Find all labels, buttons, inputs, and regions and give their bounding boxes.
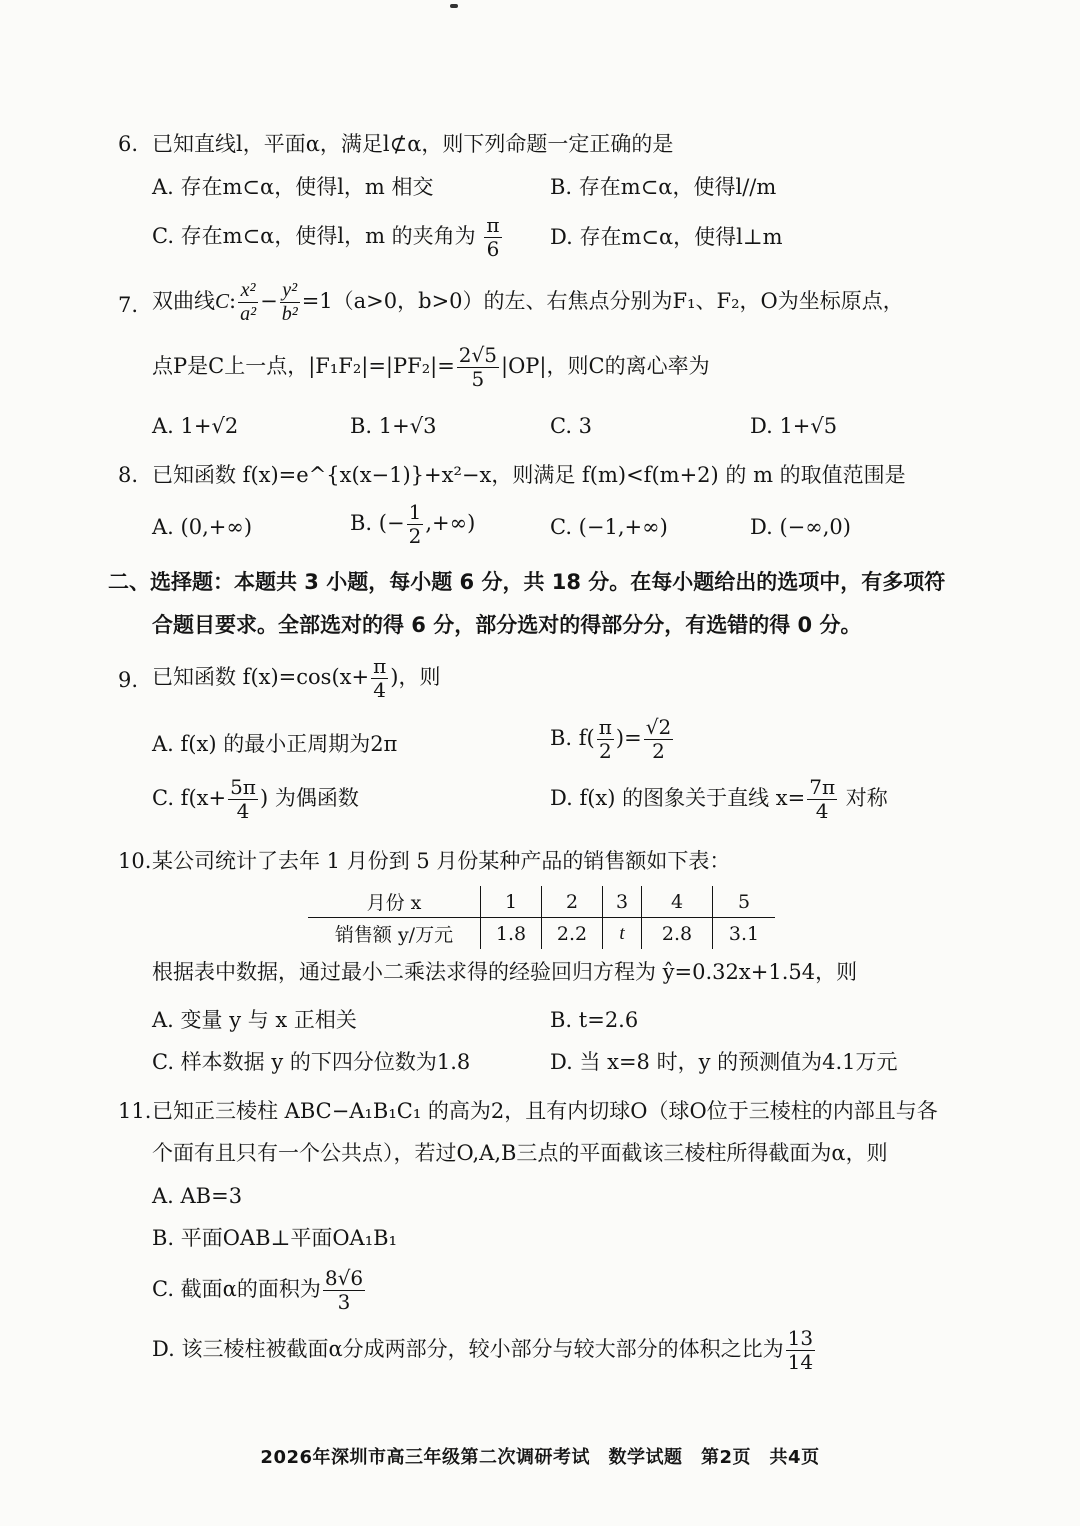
q9-b-frac2-den: 2 [652,739,665,763]
q8-option-c: C. (−1,+∞) [550,515,668,539]
q7-frac-num: 2√5 [458,343,497,367]
q11-stem-line2: 个面有且只有一个公共点），若过O,A,B三点的平面截该三棱柱所得截面为α，则 [152,1141,888,1165]
q6-option-d: D. 存在m⊂α，使得l⊥m [550,225,783,249]
q10-option-b: B. t=2.6 [550,1008,639,1032]
q8-b-post: ,+∞) [425,511,476,535]
q9-c-frac-den: 4 [236,799,250,823]
q9-stem-post: )，则 [390,665,441,689]
q9-d-post: 对称 [839,786,888,810]
sales-table [308,886,775,949]
q7-frac-den: 5 [471,367,485,391]
q8-option-a: A. (0,+∞) [152,515,253,539]
q9-b-frac-den: 2 [598,739,612,763]
q11-c-frac-num: 8√6 [324,1266,364,1290]
section2-heading-line2: 合题目要求。全部选对的得 6 分，部分选对的得部分分，有选错的得 0 分。 [152,613,862,637]
q7-frac-x: $\frac{\text{x²}}{\text{a²}}$ [240,279,257,325]
q7-frac-y: $\frac{\text{y²}}{\text{b²}}$ [281,279,298,325]
q9-c-fraction [228,777,258,822]
q6-c-frac-num: π [486,213,500,237]
q9-b-fraction [597,717,614,762]
q9-d-frac-num: 7π [809,775,836,799]
q10-description: 根据表中数据，通过最小二乘法求得的经验回归方程为 ŷ=0.32x+1.54，则 [152,960,858,984]
q7-line2-fraction [457,345,499,390]
q6-option-c-fraction [484,215,501,260]
table-cell: 5 [713,886,776,918]
q9-c-post: ) 为偶函数 [259,786,359,810]
q11-option-c [152,1268,367,1313]
table-header-sales: 销售额 y/万元 [334,924,454,946]
table-cell: 2 [542,886,603,918]
table-cell: t [603,918,642,950]
q10-option-c: C. 样本数据 y 的下四分位数为1.8 [152,1050,471,1074]
q7-option-b: B. 1+√3 [350,414,437,438]
table-cell: 2.8 [642,918,713,950]
q9-stem [152,656,440,701]
q9-b-frac2-num: √2 [645,715,672,739]
q9-b-frac-num: π [598,715,612,739]
table-cell: 3.1 [713,918,776,950]
q6-option-a: A. 存在m⊂α，使得l，m 相交 [152,175,434,199]
q8-b-frac-den: 2 [408,524,422,548]
q6-stem: 已知直线l，平面α，满足l⊄α，则下列命题一定正确的是 [152,132,674,156]
q10-stem: 某公司统计了去年 1 月份到 5 月份某种产品的销售额如下表： [152,849,731,873]
q7-stem-rest: =1（a>0，b>0）的左、右焦点分别为F₁、F₂，O为坐标原点， [301,289,904,313]
q11-option-d [152,1328,817,1373]
q7-line2 [152,345,710,390]
q9-frac-num: π [373,654,387,678]
q11-stem-line1: 已知正三棱柱 ABC−A₁B₁C₁ 的高为2，且有内切球O（球O位于三棱柱的内部且与各 [152,1099,938,1123]
q6-c-frac-den: 6 [486,237,500,261]
q11-c-frac-den: 3 [337,1290,351,1314]
q9-d-fraction [807,777,837,822]
q7-option-d: D. 1+√5 [750,414,838,438]
table-row [308,918,775,950]
q8-number: 8. [118,463,139,487]
q9-c-frac-num: 5π [230,775,256,799]
q11-d-text: D. 该三棱柱被截面α分成两部分，较小部分与较大部分的体积之比为 [152,1337,784,1361]
table-cell: 4 [642,886,713,918]
q7-option-c: C. 3 [550,414,593,438]
q7-option-a: A. 1+√2 [152,414,239,438]
q11-d-frac-num: 13 [787,1326,814,1350]
table-cell: 1 [481,886,542,918]
q6-number: 6. [118,132,139,156]
q9-b-pre: B. f( [550,726,595,750]
table-cell: 2.2 [542,918,603,950]
q9-d-pre: D. f(x) 的图象关于直线 x= [550,786,806,810]
q10-option-d: D. 当 x=8 时，y 的预测值为4.1万元 [550,1050,898,1074]
q11-option-a: A. AB=3 [152,1184,243,1208]
page-footer: 2026年深圳市高三年级第二次调研考试 数学试题 第2页 共4页 [260,1447,820,1468]
q9-b-mid: )= [615,726,642,750]
q9-option-a: A. f(x) 的最小正周期为2π [152,732,398,756]
q7-line2-b: |OP|，则C的离心率为 [501,354,710,378]
q6-option-b: B. 存在m⊂α，使得l//m [550,175,777,199]
q11-d-frac-den: 14 [787,1350,814,1374]
q11-number: 11. [118,1099,152,1123]
q10-number: 10. [118,849,152,873]
q7-stem: 双曲线C: $\frac{\text{x²}}{\text{a²}}$ − $\frac{\text{y²}}{\text{b²}}$ =1（a>0，b>0）的左、右焦点分别为F₁、F₂，O为坐标原点， [152,279,904,325]
q6-option-c [152,215,504,260]
q9-frac-den: 4 [373,678,387,702]
q11-c-fraction [323,1268,365,1313]
table-row [308,886,775,918]
q9-b-fraction2 [644,717,673,762]
q9-option-c [152,777,359,822]
scan-speck [450,4,458,8]
q9-number: 9. [118,668,139,692]
table-cell: 3 [603,886,642,918]
q11-c-text: C. 截面α的面积为 [152,1277,321,1301]
q8-option-b [350,502,475,547]
q7-line2-a: 点P是C上一点，|F₁F₂|=|PF₂|= [152,354,455,378]
q7-number: 7. [118,293,139,317]
q11-option-b: B. 平面OAB⊥平面OA₁B₁ [152,1226,397,1250]
q9-option-d [550,777,888,822]
q9-option-b [550,717,675,762]
table-cell: 1.8 [481,918,542,950]
q8-option-d: D. (−∞,0) [750,515,851,539]
q9-stem-fraction [371,656,388,701]
q9-stem-pre: 已知函数 f(x)=cos(x+ [152,665,370,689]
section2-heading-line1: 二、选择题：本题共 3 小题，每小题 6 分，共 18 分。在每小题给出的选项中，有多项符 [108,570,946,594]
q9-c-pre: C. f(x+ [152,786,227,810]
q10-option-a: A. 变量 y 与 x 正相关 [152,1008,357,1032]
q7-curve-label: 双曲线C: [152,289,237,313]
q8-b-frac-num: 1 [408,500,422,524]
q8-b-pre: B. (− [350,511,405,535]
q8-stem: 已知函数 f(x)=e^{x(x−1)}+x²−x，则满足 f(m)<f(m+2) 的 m 的取值范围是 [152,463,906,487]
q9-d-frac-den: 4 [815,799,829,823]
q11-d-fraction [786,1328,815,1373]
q6-option-c-text: C. 存在m⊂α，使得l，m 的夹角为 [152,224,476,248]
table-header-month: 月份 x [308,886,481,918]
q8-b-fraction [407,502,424,547]
